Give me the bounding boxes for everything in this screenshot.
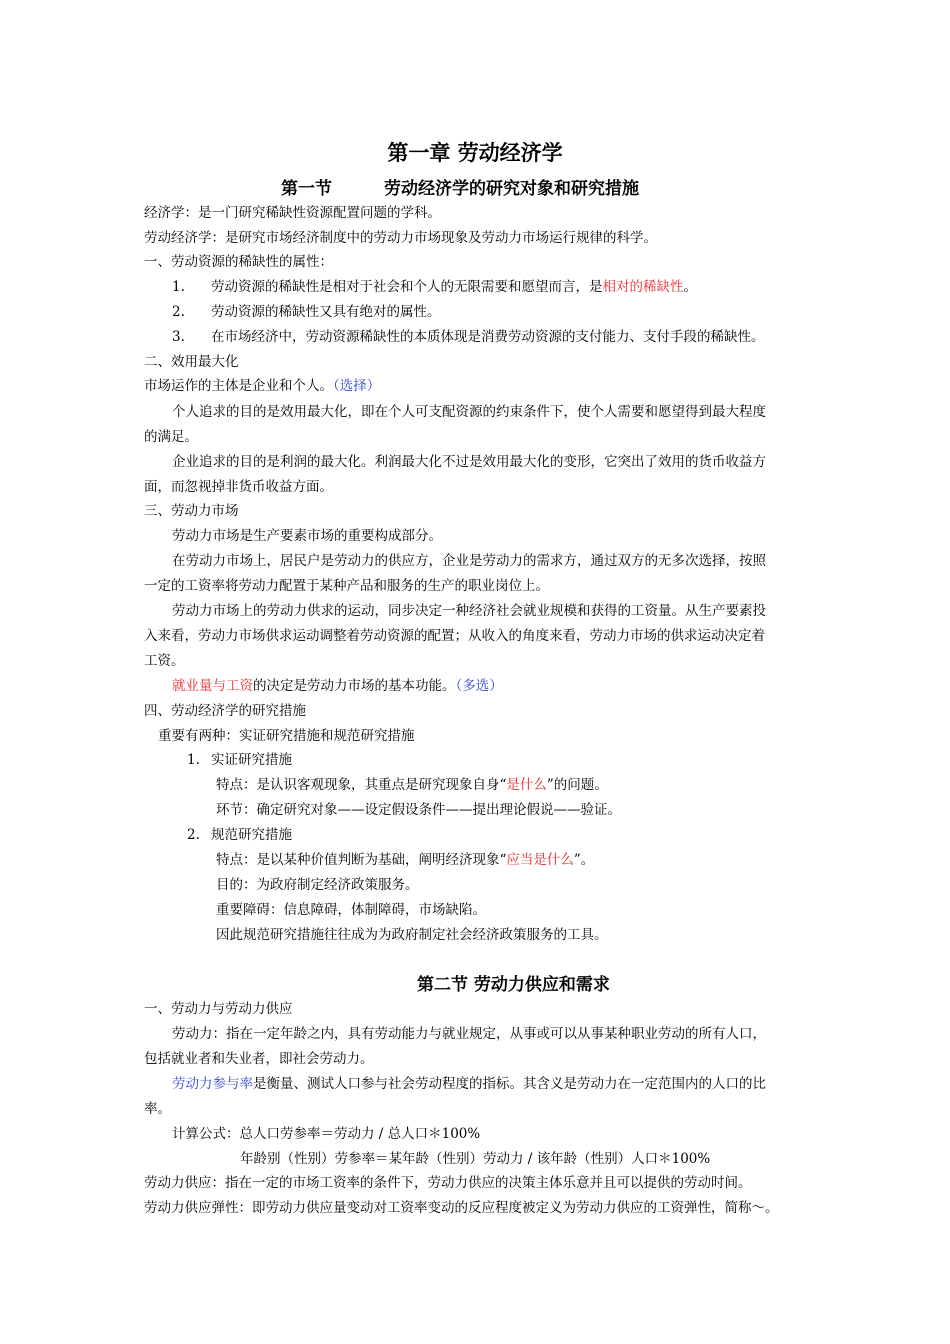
labor-market-p3-line1: 劳动力市场上的劳动力供求的运动，同步决定一种经济社会就业规模和获得的工资量。从生产要素投 [172,603,766,619]
method-normative-title: 规范研究措施 [211,827,292,843]
def-labor-economics: 劳动经济学：是研究市场经济制度中的劳动力市场现象及劳动力市场运行规律的科学。 [144,230,657,246]
normative-obstacles: 重要障碍：信息障碍，体制障碍，市场缺陷。 [216,902,486,918]
heading-labor-market: 三、劳动力市场 [144,503,239,519]
list-num-2: 2. [172,304,185,320]
participation-rate-line1: 劳动力参与率是衡量、测试人口参与社会劳动程度的指标。其含义是劳动力在一定范围内的人口的比 [172,1076,766,1092]
method-num-1: 1. [187,752,200,768]
def-economics: 经济学：是一门研究稀缺性资源配置问题的学科。 [144,205,441,221]
tag-choice: （选择） [333,378,381,394]
heading-labor-supply: 一、劳动力与劳动力供应 [144,1001,293,1017]
list-num-3: 3. [172,329,185,345]
methods-intro: 重要有两种：实证研究措施和规范研究措施 [158,728,415,744]
normative-conclusion: 因此规范研究措施往往成为为政府制定社会经济政策服务的工具。 [216,927,608,943]
market-subjects: 市场运作的主体是企业和个人。（选择） [144,378,381,394]
highlight-what-is: 是什么 [506,777,547,793]
method-positive-title: 实证研究措施 [211,752,292,768]
individual-goal-line1: 个人追求的目的是效用最大化，即在个人可支配资源的约束条件下，使个人需要和愿望得到最大程度 [172,404,766,420]
chapter-title: 第一章 劳动经济学 [387,140,563,165]
positive-steps: 环节：确定研究对象——设定假设条件——提出理论假说——验证。 [216,802,621,818]
section1-title-text: 劳动经济学的研究对象和研究措施 [384,179,639,199]
heading-research-methods: 四、劳动经济学的研究措施 [144,703,306,719]
scarcity-item-1: 劳动资源的稀缺性是相对于社会和个人的无限需要和愿望而言，是相对的稀缺性。 [211,279,697,295]
heading-scarcity: 一、劳动资源的稀缺性的属性： [144,254,333,270]
labor-market-p2-line1: 在劳动力市场上，居民户是劳动力的供应方，企业是劳动力的需求方，通过双方的无多次选择，按照 [172,553,766,569]
heading-utility: 二、效用最大化 [144,354,239,370]
formula-age-sex: 年龄别（性别）劳参率＝某年龄（性别）劳动力 / 该年龄（性别）人口＊100% [240,1151,711,1167]
participation-rate-line2: 率。 [144,1101,171,1117]
enterprise-goal-line2: 面，而忽视掉非货币收益方面。 [144,479,333,495]
normative-purpose: 目的：为政府制定经济政策服务。 [216,877,419,893]
labor-market-p3-line3: 工资。 [144,653,185,669]
enterprise-goal-line1: 企业追求的目的是利润的最大化。利润最大化不过是效用最大化的变形，它突出了效用的货币收益方 [172,454,766,470]
highlight-relative-scarcity: 相对的稀缺性 [602,279,684,295]
highlight-employment-wage: 就业量与工资 [172,678,253,694]
method-num-2: 2. [187,827,200,843]
positive-feature: 特点：是认识客观现象，其重点是研究现象自身“是什么”的问题。 [216,777,608,793]
labor-market-p2-line2: 一定的工资率将劳动力配置于某种产品和服务的生产的职业岗位上。 [144,578,549,594]
tag-multi-choice: （多选） [455,678,503,694]
individual-goal-line2: 的满足。 [144,429,198,445]
labor-supply-elasticity: 劳动力供应弹性：即劳动力供应量变动对工资率变动的反应程度被定义为劳动力供应的工资弹性，简称～。 [144,1200,779,1216]
labor-market-p1: 劳动力市场是生产要素市场的重要构成部分。 [172,528,442,544]
normative-feature: 特点：是以某种价值判断为基础，阐明经济现象“应当是什么”。 [216,852,595,868]
list-num-1: 1. [172,279,185,295]
scarcity-item-3: 在市场经济中，劳动资源稀缺性的本质体现是消费劳动资源的支付能力、支付手段的稀缺性。 [211,329,765,345]
section1-title-label: 第一节 [281,179,332,199]
labor-def-line1: 劳动力：指在一定年龄之内，具有劳动能力与就业规定，从事或可以从事某种职业劳动的所有人口， [172,1026,766,1042]
labor-supply-def: 劳动力供应：指在一定的市场工资率的条件下，劳动力供应的决策主体乐意并且可以提供的劳动时间。 [144,1175,752,1191]
labor-def-line2: 包括就业者和失业者，即社会劳动力。 [144,1051,374,1067]
labor-market-p4: 就业量与工资的决定是劳动力市场的基本功能。（多选） [172,678,503,694]
highlight-participation-rate: 劳动力参与率 [172,1076,253,1092]
scarcity-item-2: 劳动资源的稀缺性又具有绝对的属性。 [211,304,441,320]
labor-market-p3-line2: 入来看，劳动力市场供求运动调整着劳动资源的配置；从收入的角度来看，劳动力市场的供求运动决定着 [144,628,765,644]
formula-total: 计算公式：总人口劳参率＝劳动力 / 总人口＊100% [172,1126,481,1142]
highlight-what-should-be: 应当是什么 [506,852,574,868]
section2-title: 第二节 劳动力供应和需求 [417,975,610,995]
